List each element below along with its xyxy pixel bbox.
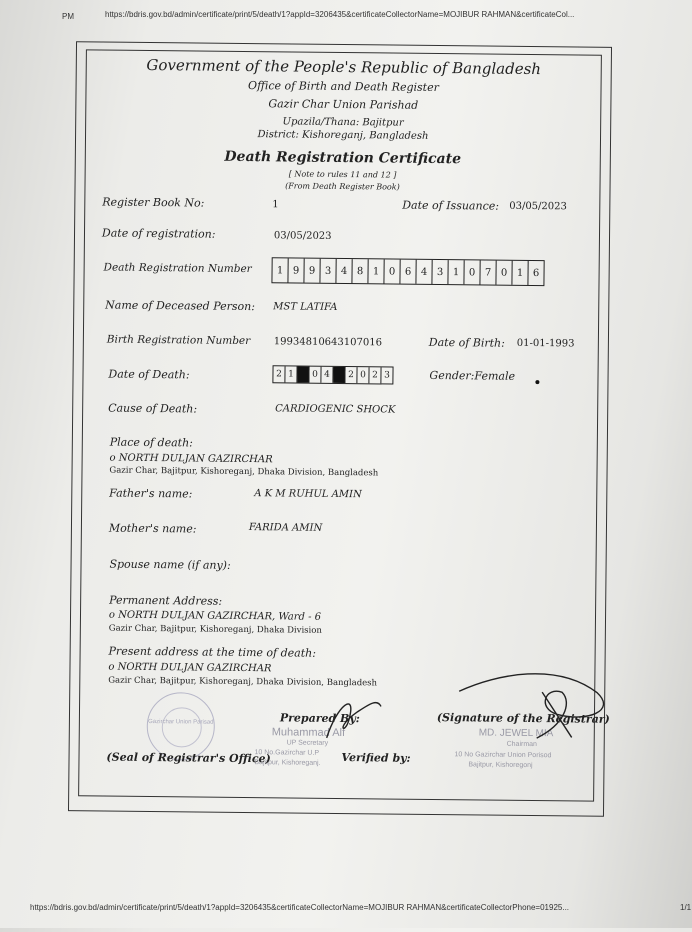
dob-value: 01-01-1993 (516, 337, 575, 350)
registrar-sub1: Chairman (506, 740, 538, 749)
death-reg-digit: 0 (384, 259, 400, 283)
verified-by-label: Verified by: (341, 751, 411, 765)
death-reg-label: Death Registration Number (103, 261, 252, 276)
prepared-sub2: 10 No.Gazirchar U.P (254, 749, 320, 757)
registrar-name: MD. JEWEL MIA (478, 727, 554, 740)
district-line: District: Kishoreganj, Bangladesh (257, 129, 429, 142)
footer-url: https://bdris.gov.bd/admin/certificate/print/5/death/1?appId=3206435&certificateCollectorName=MOJIBUR RAHMAN&certificateCollectorPhone=01925... (30, 903, 570, 912)
spouse-label: Spouse name (if any): (109, 557, 231, 572)
mother-label: Mother's name: (108, 521, 197, 536)
seal-label: (Seal of Registrar's Office) (106, 750, 271, 766)
prepared-sub1: UP Secretary (286, 739, 329, 747)
death-reg-digit: 9 (288, 258, 304, 282)
birth-reg-label: Birth Registration Number (106, 333, 251, 348)
prepared-by-label: Prepared By: (279, 711, 360, 726)
certificate-title: Death Registration Certificate (224, 148, 462, 168)
office-title: Office of Birth and Death Register (248, 79, 439, 95)
print-footer (30, 903, 692, 912)
present-line1: o NORTH DULJAN GAZIRCHAR (108, 661, 272, 675)
place-line2: Gazir Char, Bajitpur, Kishoreganj, Dhaka Division, Bangladesh (109, 465, 379, 479)
prepared-name: Muhammad Alf (271, 726, 346, 740)
upazila-line: Upazila/Thana: Bajitpur (282, 116, 404, 129)
place-line1: o NORTH DULJAN GAZIRCHAR (109, 452, 273, 466)
death-reg-digit: 9 (304, 259, 320, 283)
register-book-label: Register Book No: (102, 195, 205, 210)
dod-digit: 2 (345, 367, 357, 383)
gender-label: Gender: (429, 368, 475, 383)
print-url: https://bdris.gov.bd/admin/certificate/print/5/death/1?appId=3206435&certificateCollectorName=MOJIBUR RAHMAN&certificateCol... (105, 10, 575, 19)
note-book: (From Death Register Book) (285, 181, 400, 192)
parishad-title: Gazir Char Union Parishad (268, 97, 419, 112)
dod-digit: 2 (273, 366, 285, 382)
registration-date-value: 03/05/2023 (273, 230, 332, 242)
death-reg-digit: 6 (400, 260, 416, 284)
registrar-sub2: 10 No Gazirchar Union Porisod (454, 751, 552, 760)
death-reg-digit: 1 (448, 260, 464, 284)
present-line2: Gazir Char, Bajitpur, Kishoreganj, Dhaka Division, Bangladesh (108, 675, 378, 689)
cause-value: CARDIOGENIC SHOCK (275, 403, 396, 416)
registration-date-label: Date of registration: (101, 226, 216, 241)
gender-value: Female (474, 369, 516, 383)
deceased-label: Name of Deceased Person: (105, 298, 256, 314)
place-label: Place of death: (109, 435, 193, 450)
prepared-sub3: Bajitpur, Kishoreganj. (254, 759, 321, 767)
note-rules: [ Note to rules 11 and 12 ] (288, 169, 397, 180)
death-reg-digit: 7 (480, 260, 496, 284)
deceased-value: MST LATIFA (273, 301, 338, 313)
seal-text: Gazirchar Union Parisad (148, 719, 214, 726)
issuance-value: 03/05/2023 (509, 200, 567, 213)
permanent-line2: Gazir Char, Bajitpur, Kishoreganj, Dhaka Division (108, 623, 322, 636)
dod-digit: 3 (384, 370, 390, 381)
registrar-sub3: Bajitpur, Kishoregonj (468, 761, 533, 770)
registrar-sign-label: (Signature of the Registrar) (436, 711, 610, 726)
present-label: Present address at the time of death: (108, 644, 317, 660)
preparer-signature (327, 702, 381, 738)
death-reg-digit: 1 (368, 259, 384, 283)
birth-reg-value: 19934810643107016 (273, 336, 383, 349)
dod-digit: 2 (369, 367, 381, 383)
print-time: PM (62, 12, 74, 21)
dod-digit: 0 (309, 367, 321, 383)
dod-digit: 1 (285, 366, 297, 382)
page-number: 1/1 (680, 903, 692, 912)
death-reg-digit: 8 (352, 259, 368, 283)
dod-digit: 0 (357, 367, 369, 383)
father-value: A K M RUHUL AMIN (254, 488, 362, 501)
register-book-value: 1 (272, 199, 279, 211)
dod-digit: 4 (321, 367, 333, 383)
permanent-line1: o NORTH DULJAN GAZIRCHAR, Ward - 6 (108, 609, 322, 623)
death-reg-digit: 1 (272, 258, 288, 282)
mother-value: FARIDA AMIN (248, 522, 323, 534)
gov-title: Government of the People's Republic of Bangladesh (146, 55, 542, 79)
cause-label: Cause of Death: (108, 401, 198, 416)
dob-label: Date of Birth: (428, 335, 505, 350)
death-reg-digit: 6 (532, 267, 540, 279)
death-reg-digit: 3 (320, 259, 336, 283)
registrar-signature (459, 673, 604, 739)
death-reg-digit: 0 (496, 261, 512, 285)
dod-label: Date of Death: (108, 367, 190, 382)
death-reg-digit: 4 (336, 259, 352, 283)
permanent-label: Permanent Address: (109, 593, 223, 608)
death-reg-digit: 3 (432, 260, 448, 284)
death-reg-digit: 1 (512, 261, 528, 285)
issuance-label: Date of Issuance: (402, 198, 500, 213)
father-label: Father's name: (109, 486, 193, 501)
death-reg-digit: 0 (464, 260, 480, 284)
death-reg-digit: 4 (416, 260, 432, 284)
